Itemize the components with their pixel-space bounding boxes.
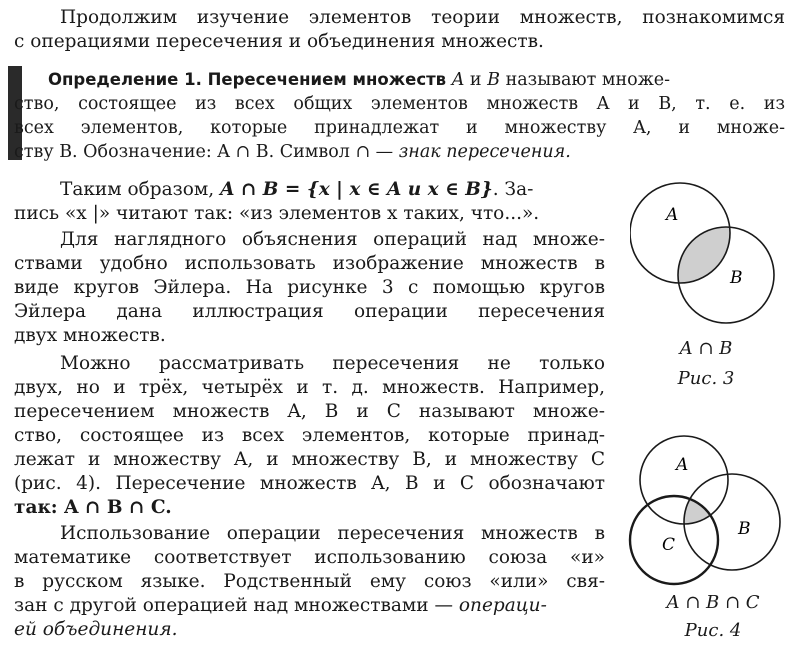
intersection-sign-term: знак пересечения. [398,142,571,162]
p3-line-4: ство, состоящее из всех элементов, которые принад- [14,425,605,446]
p2-line-5: двух множеств. [14,325,166,346]
p4-line-4-text: зан с другой операцией над множествами — [14,595,459,616]
p2-line-2: ствами удобно использовать изображение множеств в [14,253,605,274]
label-c: C [662,535,676,555]
formula-line [60,178,605,202]
notation-reading-line: пись «x |» читают так: «из элементов x таких, что...». [14,203,540,224]
intersection-formula: A ∩ B = {x | x ∈ A и x ∈ B} [220,179,493,200]
definition-line-3: всех элементов, которые принадлежат и множеству A, и множе- [14,118,785,138]
p3-line-1: Можно рассматривать пересечения не только [60,353,605,374]
label-a: A [676,455,689,475]
p4-line-3: в русском языке. Родственный ему союз «или» свя- [14,571,605,592]
definition-line-4 [14,140,571,164]
intro-line-1: Продолжим изучение элементов теории множеств, познакомимся [60,7,785,28]
p3-line-3: пересечением множеств A, B и C называют множе- [14,401,605,422]
p4-line-1: Использование операции пересечения множеств в [60,523,605,544]
p3-line-6: (рис. 4). Пересечение множеств A, B и C обозначают [14,473,605,494]
figure-3-caption: Рис. 3 [677,368,735,389]
definition-line-4-text: ству B. Обозначение: A ∩ B. Символ ∩ — [14,142,399,162]
formula-line-lead: Таким образом, [60,179,221,200]
intro-line-2: с операциями пересечения и объединения множеств. [14,31,544,52]
definition-line-1: Определение 1. Пересечением множеств A и B называют множе- [48,70,671,90]
definition-label: Определение 1. Пересечением множеств [48,70,447,89]
p3-line-5: лежат и множеству A, и множеству B, и множеству C [14,449,605,470]
p3-line-2: двух, но и трёх, четырёх и т. д. множеств. Например, [14,377,605,398]
figure-4-venn-diagram [626,432,790,592]
p4-line-4-italic: операци- [458,595,547,616]
p2-line-1: Для наглядного объяснения операций над множе- [60,229,605,250]
formula-line-tail: . За- [492,179,534,200]
figure-3-formula-text: A ∩ B [679,338,733,359]
p2-line-3: виде кругов Эйлера. На рисунке 3 с помощью кругов [14,277,605,298]
figure-3-venn-diagram [630,175,790,325]
circle-a [640,436,728,524]
p2-line-4: Эйлера дана иллюстрация операции пересечения [14,301,605,322]
figure-4-caption: Рис. 4 [684,620,742,641]
p4-line-4 [14,594,605,618]
figure-3-formula [636,338,776,359]
label-a: A [666,205,679,225]
label-b: B [730,268,743,288]
p4-line-2: математике соответствует использованию союза «и» [14,547,605,568]
label-b: B [738,519,751,539]
figure-4-formula: A ∩ B ∩ C [666,592,760,613]
definition-line-2: ство, состоящее из всех общих элементов множеств A и B, т. е. из [14,94,785,114]
p3-line-7: так: A ∩ B ∩ C. [14,497,172,518]
definition-line-1-rest: называют множе- [505,70,671,90]
p4-line-5: ей объединения. [14,619,178,640]
